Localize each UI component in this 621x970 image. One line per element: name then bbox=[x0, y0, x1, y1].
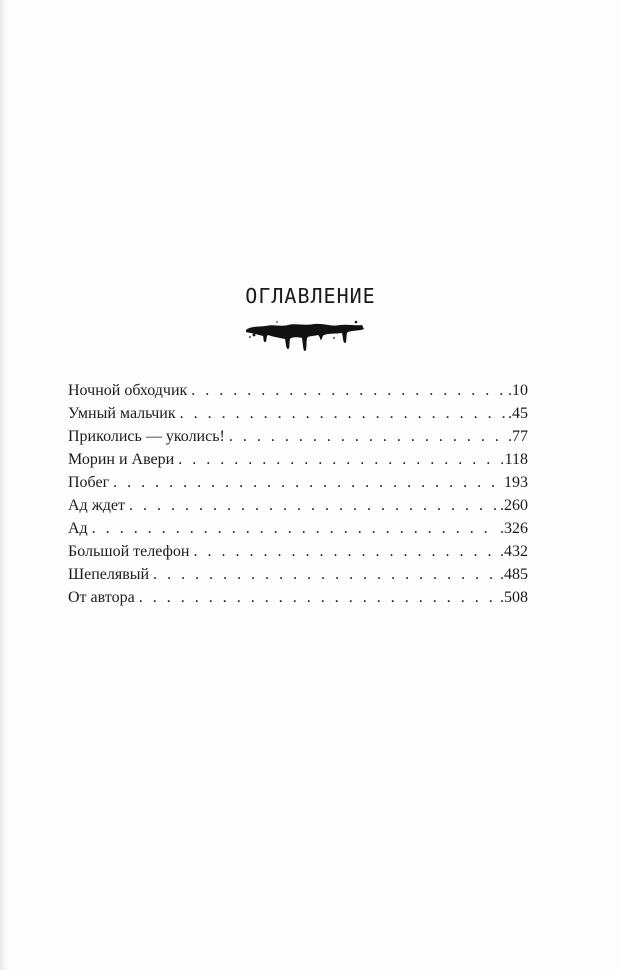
toc-entry-page: .77 bbox=[508, 428, 528, 445]
toc-entry bbox=[68, 402, 528, 425]
toc-entry-page: .260 bbox=[500, 497, 528, 514]
ink-drip-icon bbox=[244, 318, 366, 354]
dot-leader bbox=[191, 379, 506, 402]
toc-list bbox=[68, 379, 528, 609]
toc-entry bbox=[68, 517, 528, 540]
toc-entry-page: .508 bbox=[500, 589, 528, 606]
toc-entry-page: .485 bbox=[500, 566, 528, 583]
toc-entry bbox=[68, 494, 528, 517]
dot-leader bbox=[180, 402, 506, 425]
toc-entry-title: От автора bbox=[68, 589, 135, 606]
page-edge-shadow bbox=[0, 0, 7, 970]
toc-entry bbox=[68, 563, 528, 586]
toc-entry-title: Шепелявый bbox=[68, 566, 150, 583]
toc-entry-page: 118 bbox=[504, 451, 528, 468]
toc-entry-page: 193 bbox=[504, 474, 528, 491]
dot-leader bbox=[129, 494, 498, 517]
toc-entry bbox=[68, 586, 528, 609]
toc-entry bbox=[68, 425, 528, 448]
dot-leader bbox=[139, 586, 498, 609]
toc-entry-title: Ад bbox=[68, 520, 88, 537]
toc-entry-page: .10 bbox=[508, 382, 528, 399]
dot-leader bbox=[153, 563, 498, 586]
toc-entry-title: Ад ждет bbox=[68, 497, 125, 514]
toc-entry-title: Побег bbox=[68, 474, 110, 491]
dot-leader bbox=[229, 425, 506, 448]
toc-entry bbox=[68, 471, 528, 494]
toc-entry-title: Большой телефон bbox=[68, 543, 190, 560]
toc-entry-title: Морин и Авери bbox=[68, 451, 175, 468]
toc-entry bbox=[68, 540, 528, 563]
toc-entry-title: Приколись — уколись! bbox=[68, 428, 225, 445]
toc-entry bbox=[68, 379, 528, 402]
toc-heading: ОГЛАВЛЕНИЕ bbox=[245, 284, 376, 308]
toc-entry-page: .326 bbox=[500, 520, 528, 537]
dot-leader bbox=[178, 448, 502, 471]
dot-leader bbox=[193, 540, 498, 563]
toc-entry bbox=[68, 448, 528, 471]
toc-entry-page: .45 bbox=[508, 405, 528, 422]
toc-entry-title: Ночной обходчик bbox=[68, 382, 188, 399]
toc-entry-title: Умный мальчик bbox=[68, 405, 176, 422]
dot-leader bbox=[92, 517, 498, 540]
toc-entry-page: .432 bbox=[500, 543, 528, 560]
dot-leader bbox=[113, 471, 502, 494]
